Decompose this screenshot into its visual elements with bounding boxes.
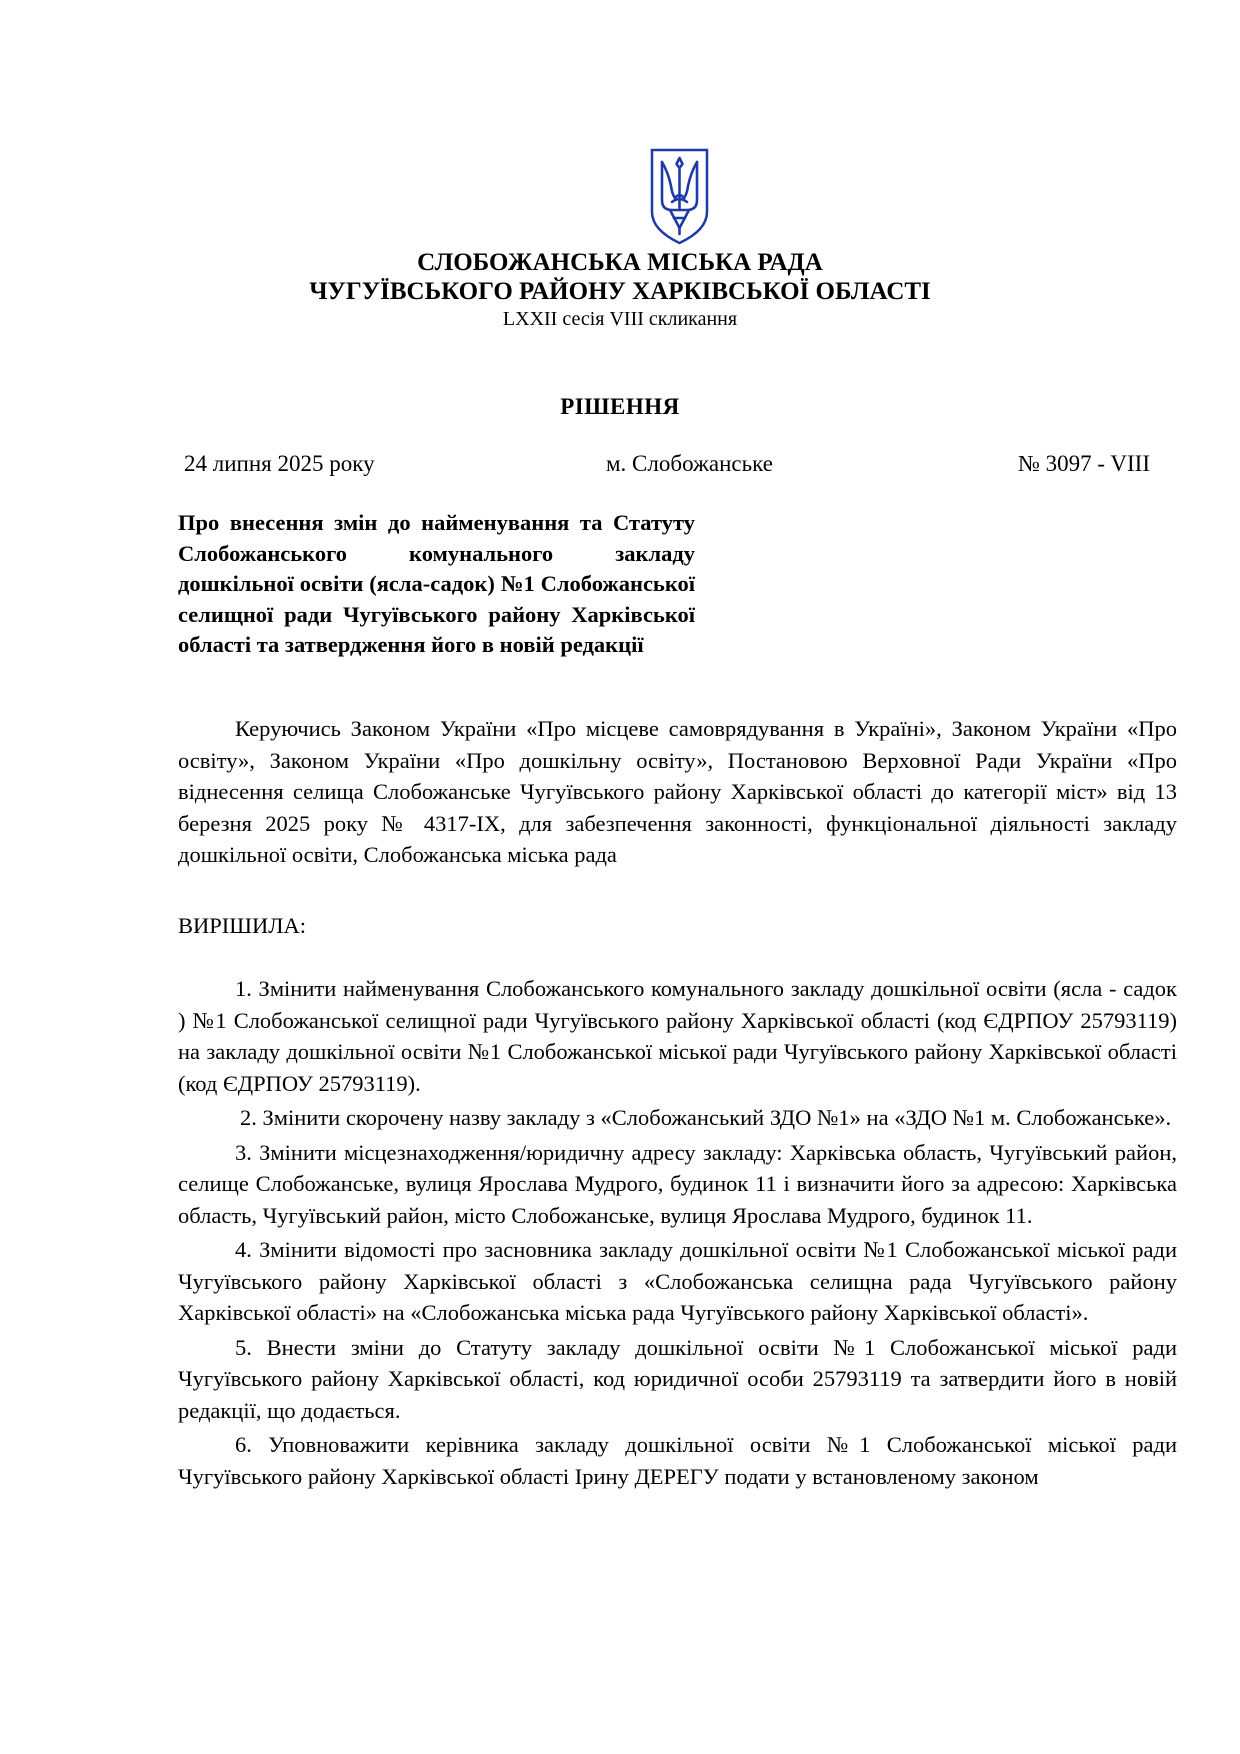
decision-point-1: 1. Змінити найменування Слобожанського комунального закладу дошкільної освіти (ясла - садок ) №1 Слобожанської селищної ради Чугуївського району Харківської області (код ЄДРПОУ 25793119) на закладу дошкільної освіти №1 Слобожанської міської ради Чугуївського району Харківської області (код ЄДРПОУ 25793119). [178,976,1177,1096]
decision-date: 24 липня 2025 року [184,451,375,476]
decision-point-3: 3. Змінити місцезнаходження/юридичну адресу закладу: Харківська область, Чугуївський район, селище Слобожанське, вулиця Ярослава Мудрого, будинок 11 і визначити його за адресою: Харківська область, Чугуївський район, місто Слобожанське, вулиця Ярослава Мудрого, будинок 11. [178,1139,1177,1228]
decision-point-5: 5. Внести зміни до Статуту закладу дошкільної освіти №1 Слобожанської міської ради Чугуївського району Харківської області, код юридичної особи 25793119 та затвердити його в новій редакції, що додається. [178,1334,1177,1423]
decision-point-2: 2. Змінити скорочену назву закладу з «Слобожанський ЗДО №1» на «ЗДО №1 м. Слобожанське». [240,1105,1172,1130]
preamble [178,713,1177,871]
council-name: СЛОБОЖАНСЬКА МІСЬКА РАДА [417,249,823,276]
decision-points [178,973,1177,1495]
ukrainian-trident-icon [648,146,711,246]
decision-point-6: 6. Уповноважити керівника закладу дошкільної освіти №1 Слобожанської міської ради Чугуївського району Харківської області Ірину ДЕРЕГУ подати у встановленому законом [178,1432,1177,1489]
district-name: ЧУГУЇВСЬКОГО РАЙОНУ ХАРКІВСЬКОЇ ОБЛАСТІ [309,278,931,305]
decision-number: № 3097 - VIII [1017,451,1150,476]
decision-subject: Про внесення змін до найменування та Статуту Слобожанського комунального закладу дошкільної освіти (ясла-садок) №1 Слобожанської селищної ради Чугуївського району Харківської області та затвердження його в новій редакції [178,510,695,657]
decision-place: м. Слобожанське [606,451,773,476]
preamble-paragraph: Керуючись Законом України «Про місцеве самоврядування в Україні», Законом України «Про освіту», Законом України «Про дошкільну освіту», Постановою Верховної Ради України «Про віднесення селища Слобожанське Чугуївського району Харківської області до категорії міст» від 13 березня 2025 року № 4317-IX, для забезпечення законності, функціональної діяльності закладу дошкільної освіти, Слобожанська міська рада [178,716,1177,867]
decision-title: РІШЕННЯ [560,394,680,419]
session-line: LXXII сесія VIII скликання [502,308,738,330]
resolved-label: ВИРІШИЛА: [178,913,306,938]
decision-point-4: 4. Змінити відомості про засновника закладу дошкільної освіти №1 Слобожанської міської ради Чугуївського району Харківської області з «Слобожанська селищна рада Чугуївського району Харківської області» на «Слобожанська міська рада Чугуївського району Харківської області». [178,1237,1177,1325]
